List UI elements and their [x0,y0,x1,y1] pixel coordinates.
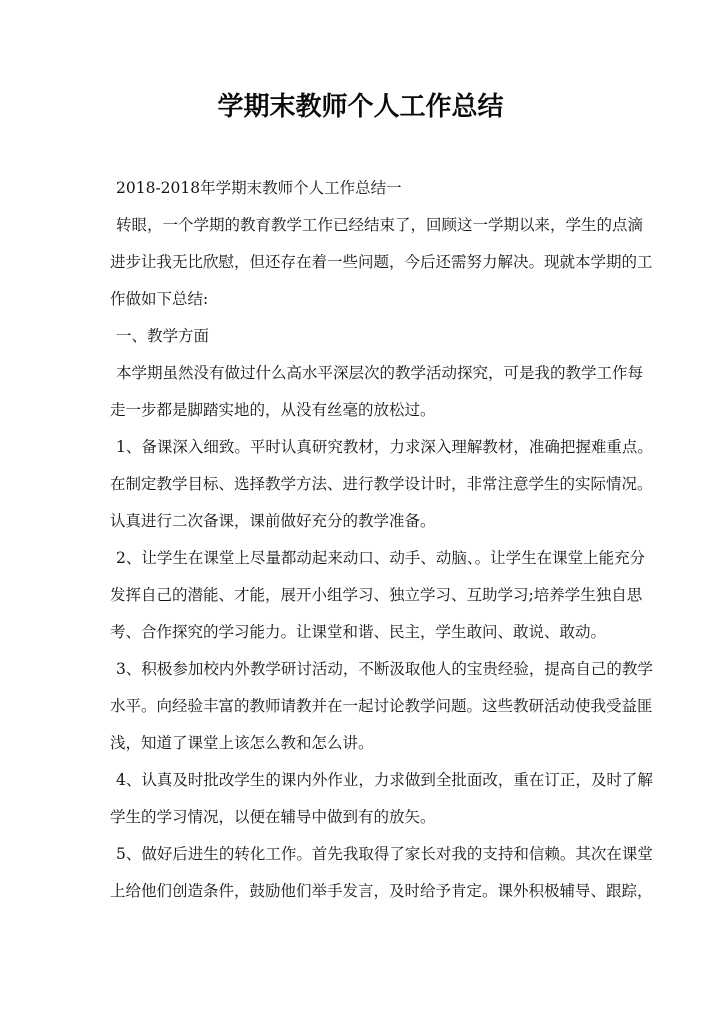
paragraph-line: 上给他们创造条件，鼓励他们举手发言，及时给予肯定。课外积极辅导、跟踪， [110,882,653,900]
paragraph-line: 在制定教学目标、选择教学方法、进行教学设计时，非常注意学生的实际情况。 [110,475,653,493]
paragraph-line: 5、做好后进生的转化工作。首先我取得了家长对我的支持和信赖。其次在课堂 [116,845,653,863]
paragraph-line: 本学期虽然没有做过什么高水平深层次的教学活动探究，可是我的教学工作每 [116,364,644,382]
paragraph-line: 认真进行二次备课，课前做好充分的教学准备。 [110,512,436,530]
paragraph-line: 浅，知道了课堂上该怎么教和怎么讲。 [110,734,374,752]
paragraph-line: 进步让我无比欣慰，但还存在着一些问题，今后还需努力解决。现就本学期的工 [110,253,653,271]
paragraph-line: 走一步都是脚踏实地的，从没有丝毫的放松过。 [110,401,436,419]
paragraph-line: 作做如下总结: [110,290,209,308]
paragraph-item-5 [110,836,653,910]
paragraph-line: 水平。向经验丰富的教师请教并在一起讨论教学问题。这些教研活动使我受益匪 [110,697,653,715]
subtitle [110,170,612,207]
paragraph-line: 转眼，一个学期的教育教学工作已经结束了，回顾这一学期以来，学生的点滴 [116,216,644,234]
paragraph-item-4 [110,762,653,836]
paragraph-intro [110,207,653,318]
paragraph-line: 1、备课深入细致。平时认真研究教材，力求深入理解教材，准确把握难重点。 [116,438,653,456]
paragraph-item-1 [110,429,653,540]
document-body [110,170,653,910]
paragraph-item-2 [110,540,646,651]
section-heading [110,318,612,355]
paragraph-line: 发挥自己的潜能、才能，展开小组学习、独立学习、互助学习;培养学生独自思 [110,586,643,604]
paragraph-line: 4、认真及时批改学生的课内外作业，力求做到全批面改，重在订正，及时了解 [116,771,653,789]
paragraph-line: 3、积极参加校内外教学研讨活动，不断汲取他人的宝贵经验，提高自己的教学 [116,660,653,678]
document-title: 学期末教师个人工作总结 [217,92,504,122]
subtitle-line: 2018-2018年学期末教师个人工作总结一 [116,179,402,197]
paragraph-line: 2、让学生在课堂上尽量都动起来动口、动手、动脑、。让学生在课堂上能充分 [116,549,646,567]
section-heading-line: 一、教学方面 [116,327,210,345]
paragraph-item-3 [110,651,653,762]
paragraph-line: 学生的学习情况，以便在辅导中做到有的放矢。 [110,808,436,826]
paragraph-section-intro [110,355,644,429]
paragraph-line: 考、合作探究的学习能力。让课堂和谐、民主，学生敢问、敢说、敢动。 [110,623,607,641]
